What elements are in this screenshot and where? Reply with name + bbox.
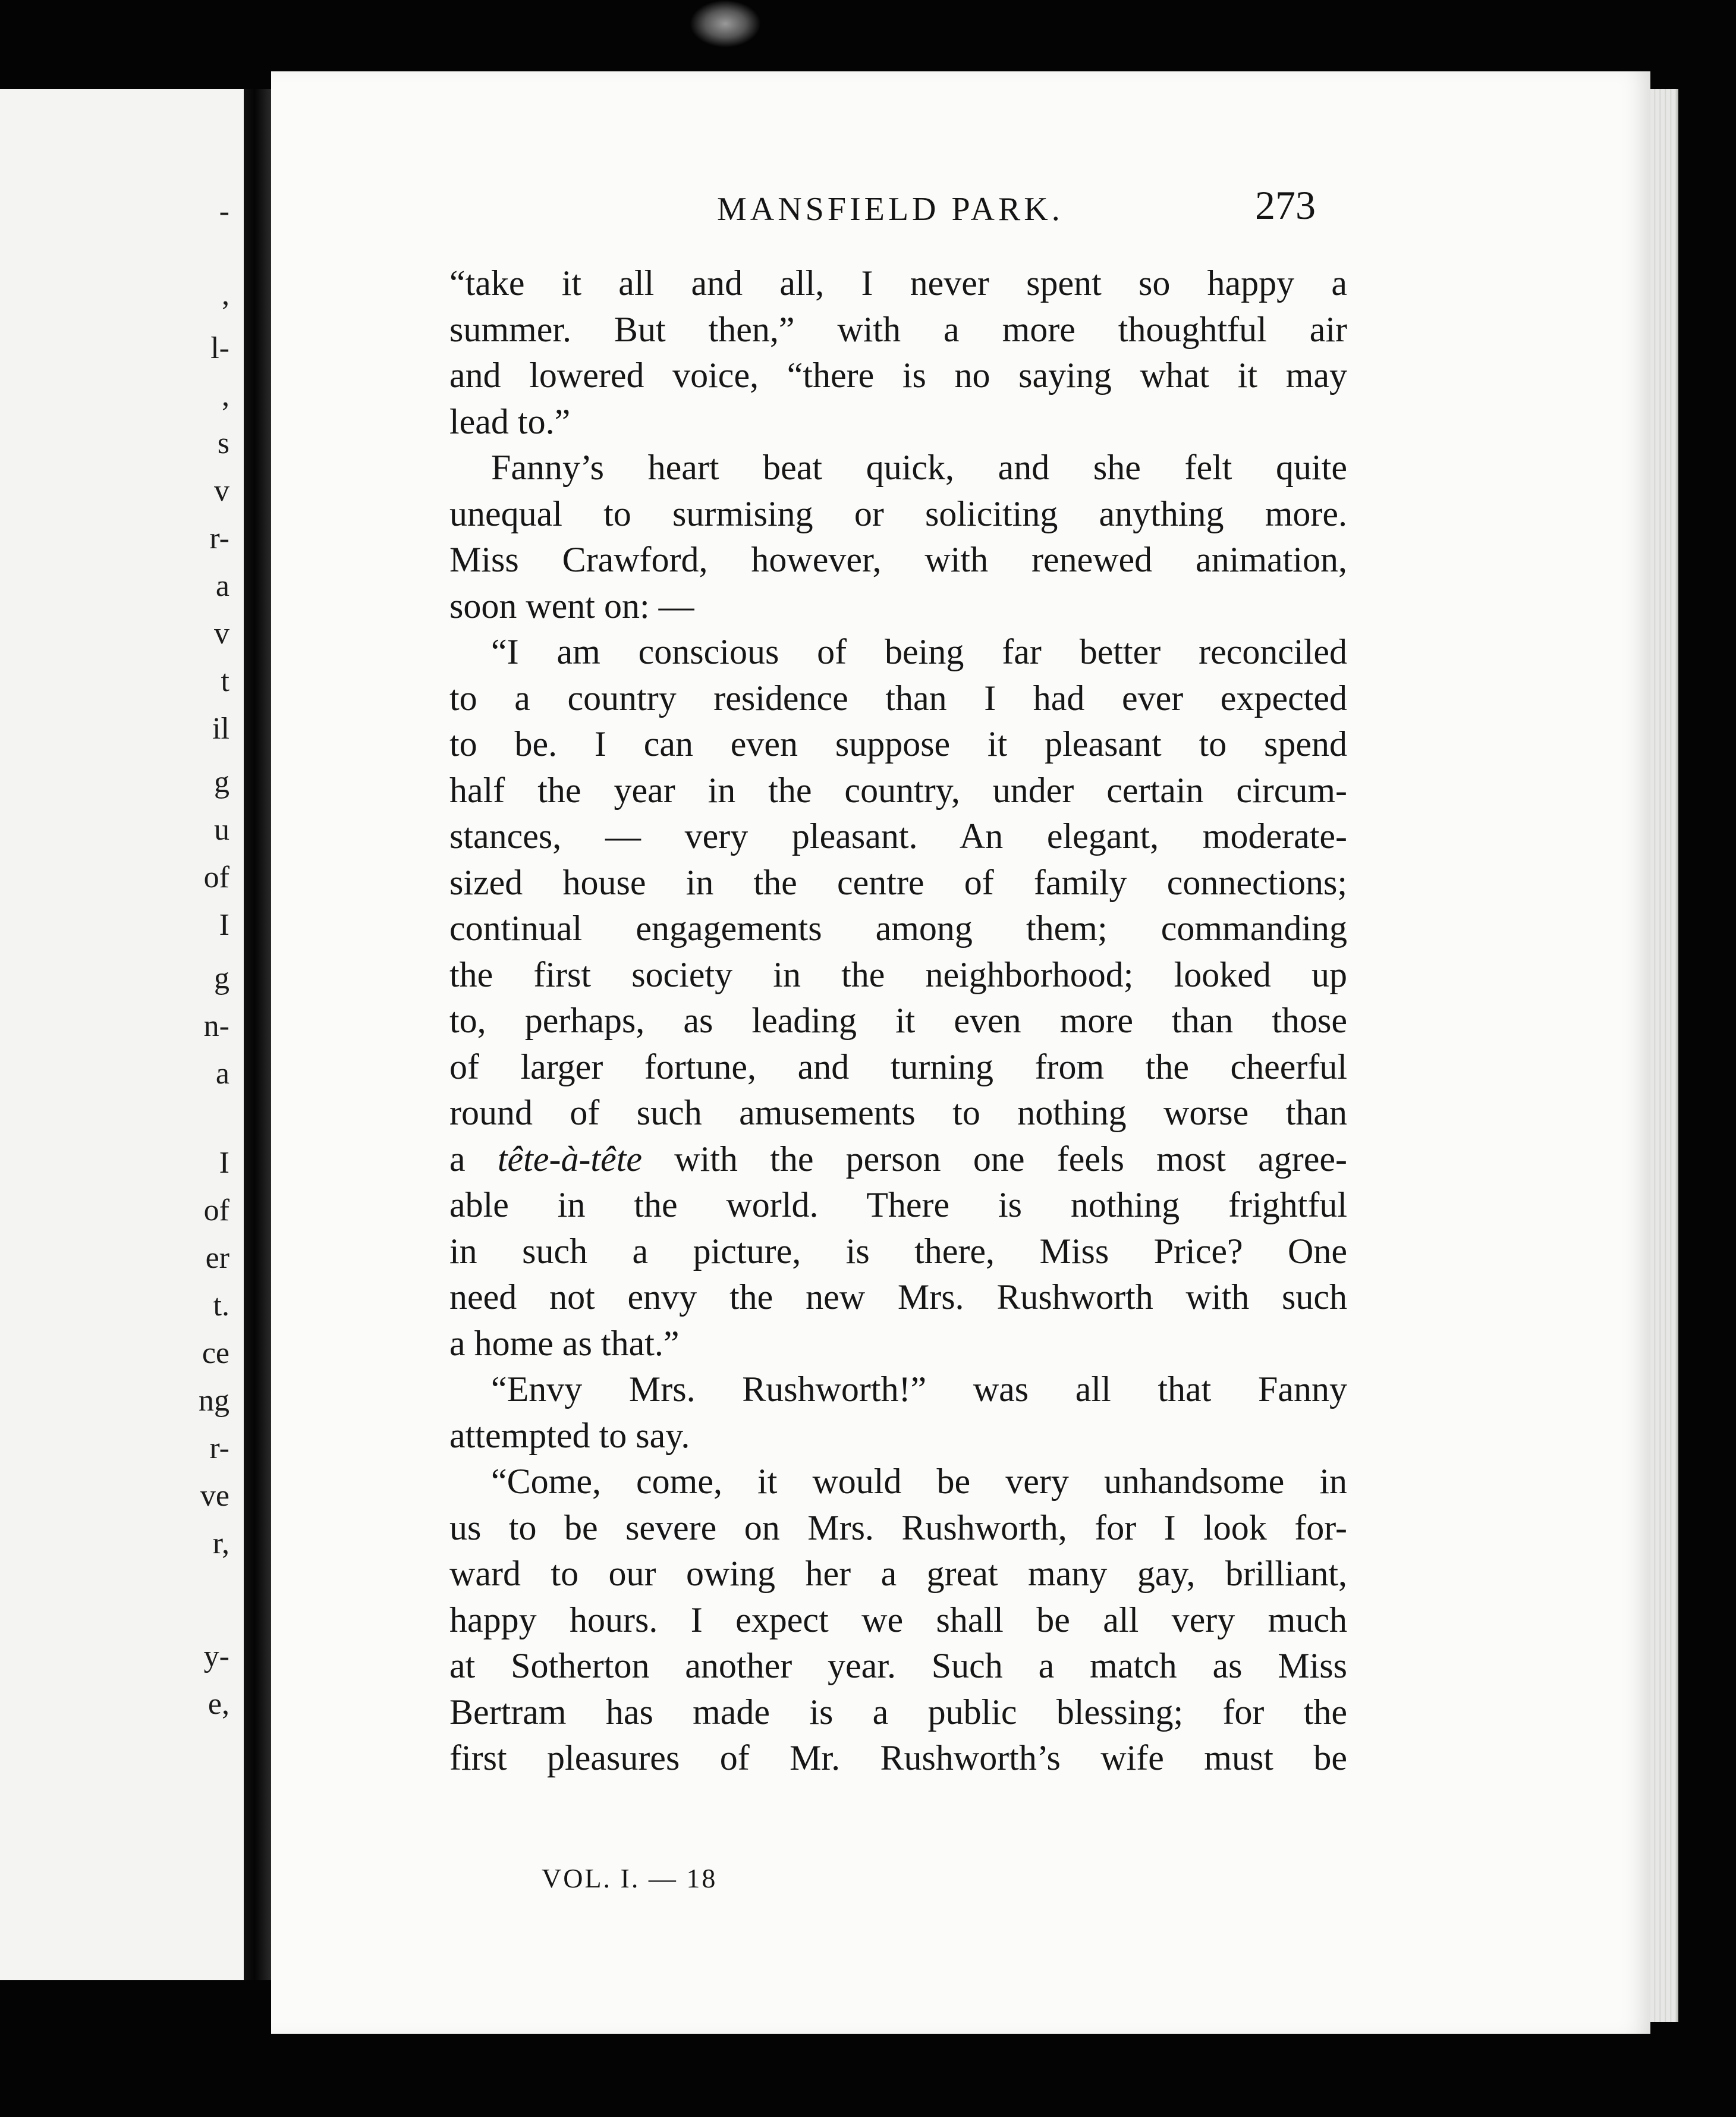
page-number: 273 (1255, 183, 1316, 228)
left-page-edge-char: v (214, 617, 229, 651)
left-page-edge-char: of (203, 860, 229, 894)
text-line: Fanny’s heart beat quick, and she felt quite (491, 448, 1347, 487)
text-line: half the year in the country, under certain circum- (449, 770, 1347, 810)
left-page-edge-char: v (214, 474, 229, 508)
page-header (271, 183, 1650, 238)
left-page-edge-char: g (214, 765, 229, 799)
text-line: “take it all and all, I never spent so happy a (449, 263, 1347, 303)
text-line: sized house in the centre of family connections; (449, 862, 1347, 902)
text-line: us to be severe on Mrs. Rushworth, for I look for- (449, 1507, 1347, 1547)
text-line: a home as that.” (449, 1323, 680, 1363)
scan-smudge (690, 0, 761, 48)
left-page-edge-char: I (219, 908, 229, 942)
text-line: attempted to say. (449, 1415, 690, 1455)
left-page-edge-char: t (221, 664, 229, 698)
text-line: Bertram has made is a public blessing; for the (449, 1692, 1347, 1732)
left-page-edge-char: y- (203, 1639, 229, 1673)
text-line: in such a picture, is there, Miss Price? One (449, 1231, 1347, 1271)
text-line: unequal to surmising or soliciting anything more. (449, 494, 1347, 533)
text-line: able in the world. There is nothing frightful (449, 1185, 1347, 1224)
left-page-edge-char: r- (209, 522, 229, 555)
running-title: MANSFIELD PARK. (717, 191, 1064, 228)
text-line: stances, — very pleasant. An elegant, moderate- (449, 816, 1347, 856)
text-line: “I am conscious of being far better reconciled (491, 632, 1347, 671)
left-page-edge-char: ce (202, 1336, 229, 1370)
text-line: first pleasures of Mr. Rushworth’s wife must be (449, 1738, 1347, 1777)
left-page-edge-char: ve (200, 1479, 229, 1513)
text-line: “Envy Mrs. Rushworth!” was all that Fanny (491, 1370, 1347, 1409)
text-line: soon went on: — (449, 586, 694, 626)
left-page-edge-char: a (215, 1057, 229, 1091)
text-line: to be. I can even suppose it pleasant to spend (449, 724, 1347, 764)
text-line: the first society in the neighborhood; looked up (449, 954, 1347, 994)
left-page-edge-char: of (203, 1193, 229, 1227)
text-line: lead to.” (449, 401, 571, 441)
text-line: ward to our owing her a great many gay, brilliant, (449, 1554, 1347, 1593)
left-page-edge-char: I (219, 1146, 229, 1180)
text-line: happy hours. I expect we shall be all very much (449, 1600, 1347, 1639)
signature-mark: VOL. I. — 18 (542, 1863, 718, 1893)
left-page-edge-char: n- (203, 1009, 229, 1043)
text-line: “Come, come, it would be very unhandsome in (491, 1462, 1347, 1501)
text-line: continual engagements among them; commanding (449, 909, 1347, 948)
left-page-edge-char: r- (209, 1431, 229, 1465)
text-line: summer. But then,” with a more thoughtful air (449, 309, 1347, 349)
text-line: to, perhaps, as leading it even more than those (449, 1001, 1347, 1040)
left-page-edge-char: , (222, 278, 229, 312)
book-gutter (244, 89, 271, 1980)
left-page-edge-char: e, (207, 1687, 229, 1721)
text-line: need not envy the new Mrs. Rushworth with such (449, 1277, 1347, 1317)
body-text (449, 260, 1347, 1782)
text-line: round of such amusements to nothing worse than (449, 1093, 1347, 1132)
left-page-edge-char: , (222, 379, 229, 413)
left-page-edge-char: - (219, 194, 229, 228)
text-line: of larger fortune, and turning from the cheerful (449, 1047, 1347, 1086)
left-page-fragment (0, 89, 253, 1980)
text-line: a tête-à-tête with the person one feels most agree- (449, 1139, 1347, 1179)
left-page-edge-char: er (205, 1241, 229, 1275)
text-line: and lowered voice, “there is no saying what it may (449, 356, 1347, 395)
left-page-edge-char: g (214, 962, 229, 995)
left-page-edge-char: u (214, 813, 229, 847)
text-line: to a country residence than I had ever expected (449, 678, 1347, 718)
left-page-edge-char: ng (199, 1384, 229, 1418)
left-page-edge-char: l- (210, 331, 229, 365)
left-page-edge-char: il (212, 712, 229, 746)
left-page-edge-char: s (217, 426, 229, 460)
text-line: at Sotherton another year. Such a match as Miss (449, 1646, 1347, 1685)
left-page-edge-char: a (215, 569, 229, 603)
book-page (271, 71, 1650, 2034)
text-line: Miss Crawford, however, with renewed animation, (449, 540, 1347, 579)
left-page-edge-char: r, (212, 1526, 229, 1560)
left-page-edge-char: t. (213, 1289, 229, 1323)
